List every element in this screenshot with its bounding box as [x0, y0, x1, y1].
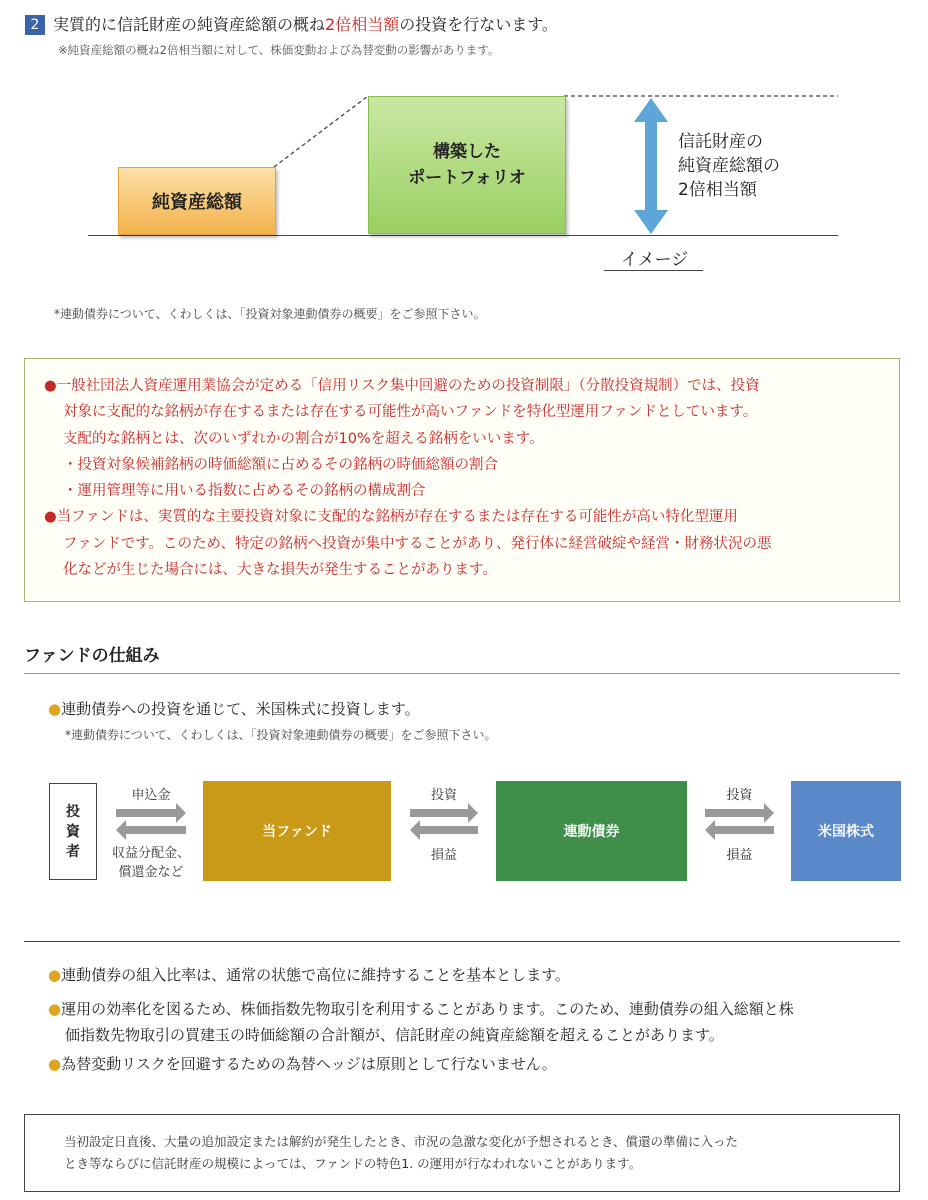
bullet-dot-icon: ●	[48, 966, 62, 984]
warning-line: ・投資対象候補銘柄の時価総額に占めるその銘柄の時価総額の割合	[63, 456, 498, 473]
fund-structure-note: *連動債券について、くわしくは、「投資対象連動債券の概要」をご参照下さい。	[65, 728, 497, 742]
investor-char: 者	[66, 843, 80, 860]
section-divider	[24, 941, 900, 942]
linked-bond-label: 連動債券	[563, 824, 620, 840]
heading-text-pre: 実質的に信託財産の純資産総額の概ね	[53, 15, 326, 34]
bullet-dot-icon: ●	[48, 1000, 62, 1018]
warning-line: ●当ファンドは、実質的な主要投資対象に支配的な銘柄が存在するまたは存在する可能性が高い特化型運用	[44, 509, 738, 526]
bullet-dot-icon: ●	[48, 700, 62, 718]
distribution-line2: 償還金など	[118, 865, 184, 880]
flow-arrow-icon	[116, 803, 774, 840]
double-amount-line2: 純資産総額の	[678, 156, 780, 176]
warning-line: 対象に支配的な銘柄が存在するまたは存在する可能性が高いファンドを特化型運用ファンドとしています。	[63, 404, 758, 421]
profit-loss-label: 損益	[430, 848, 457, 863]
policy-bullet-text: 為替変動リスクを回避するための為替ヘッジは原則として行ないません。	[61, 1055, 557, 1073]
heading-text-post: の投資を行ないます。	[399, 15, 558, 34]
investment-label: 投資	[726, 788, 753, 803]
fund-structure-bullet-text: 連動債券への投資を通じて、米国株式に投資します。	[61, 700, 420, 718]
policy-bullet	[48, 964, 570, 985]
warning-line: ファンドです。このため、特定の銘柄へ投資が集中することがあり、発行体に経営破綻や経営・財務状況の悪	[63, 535, 772, 552]
profit-loss-label: 損益	[726, 848, 753, 863]
policy-bullet-text: 連動債券の組入比率は、通常の状態で高位に維持することを基本とします。	[61, 966, 570, 984]
portfolio-label-line1: 構築した	[432, 142, 501, 162]
section-number-badge: 2	[25, 15, 45, 35]
policy-bullet-text: 価指数先物取引の買建玉の時価総額の合計額が、信託財産の純資産総額を超えることがあります。	[65, 1026, 724, 1044]
policy-bullet	[48, 996, 794, 1048]
disclaimer-text	[64, 1131, 738, 1175]
warning-line: 支配的な銘柄とは、次のいずれかの割合が10%を超える銘柄をいいます。	[63, 430, 544, 447]
image-caption: イメージ	[620, 250, 689, 270]
bullet-dot-icon: ●	[48, 1055, 62, 1073]
distribution-line1: 収益分配金、	[111, 846, 190, 861]
fund-structure-title: ファンドの仕組み	[24, 646, 160, 666]
disclaimer-line: とき等ならびに信託財産の規模によっては、ファンドの特色1. の運用が行なわれないことがあります。	[64, 1156, 642, 1171]
disclaimer-line: 当初設定日直後、大量の追加設定または解約が発生したとき、市況の急激な変化が予想されるとき、償還の準備に入った	[64, 1134, 739, 1149]
distribution-label	[106, 844, 196, 882]
double-amount-line1: 信託財産の	[678, 132, 763, 152]
investor-char: 投	[66, 803, 80, 820]
subscription-label: 申込金	[131, 788, 171, 803]
warning-line: ●一般社団法人資産運用業協会が定める「信用リスク集中回避のための投資制限」（分散投資規制）では、投資	[44, 378, 760, 394]
policy-bullet	[48, 1053, 557, 1074]
warning-line: ・運用管理等に用いる指数に占めるその銘柄の構成割合	[63, 483, 426, 500]
portfolio-label-line2: ポートフォリオ	[408, 168, 526, 188]
fund-box-label: 当ファンド	[262, 824, 332, 840]
us-stock-label: 米国株式	[818, 824, 874, 840]
diagram-note: *連動債券について、くわしくは、「投資対象連動債券の概要」をご参照下さい。	[54, 307, 486, 321]
heading-text-emphasis: 2倍相当額	[325, 15, 400, 34]
investor-char: 資	[66, 823, 80, 840]
net-assets-label: 純資産総額	[152, 192, 242, 213]
warning-line: 化などが生じた場合には、大きな損失が発生することがあります。	[63, 562, 497, 579]
section-note: ※純資産総額の概ね2倍相当額に対して、株価変動および為替変動の影響があります。	[58, 43, 500, 57]
double-amount-line3: 2倍相当額	[678, 180, 757, 200]
policy-bullet-text: 運用の効率化を図るため、株価指数先物取引を利用することがあります。このため、連動債券の組入総額と株	[61, 1000, 794, 1018]
investment-label: 投資	[430, 788, 457, 803]
